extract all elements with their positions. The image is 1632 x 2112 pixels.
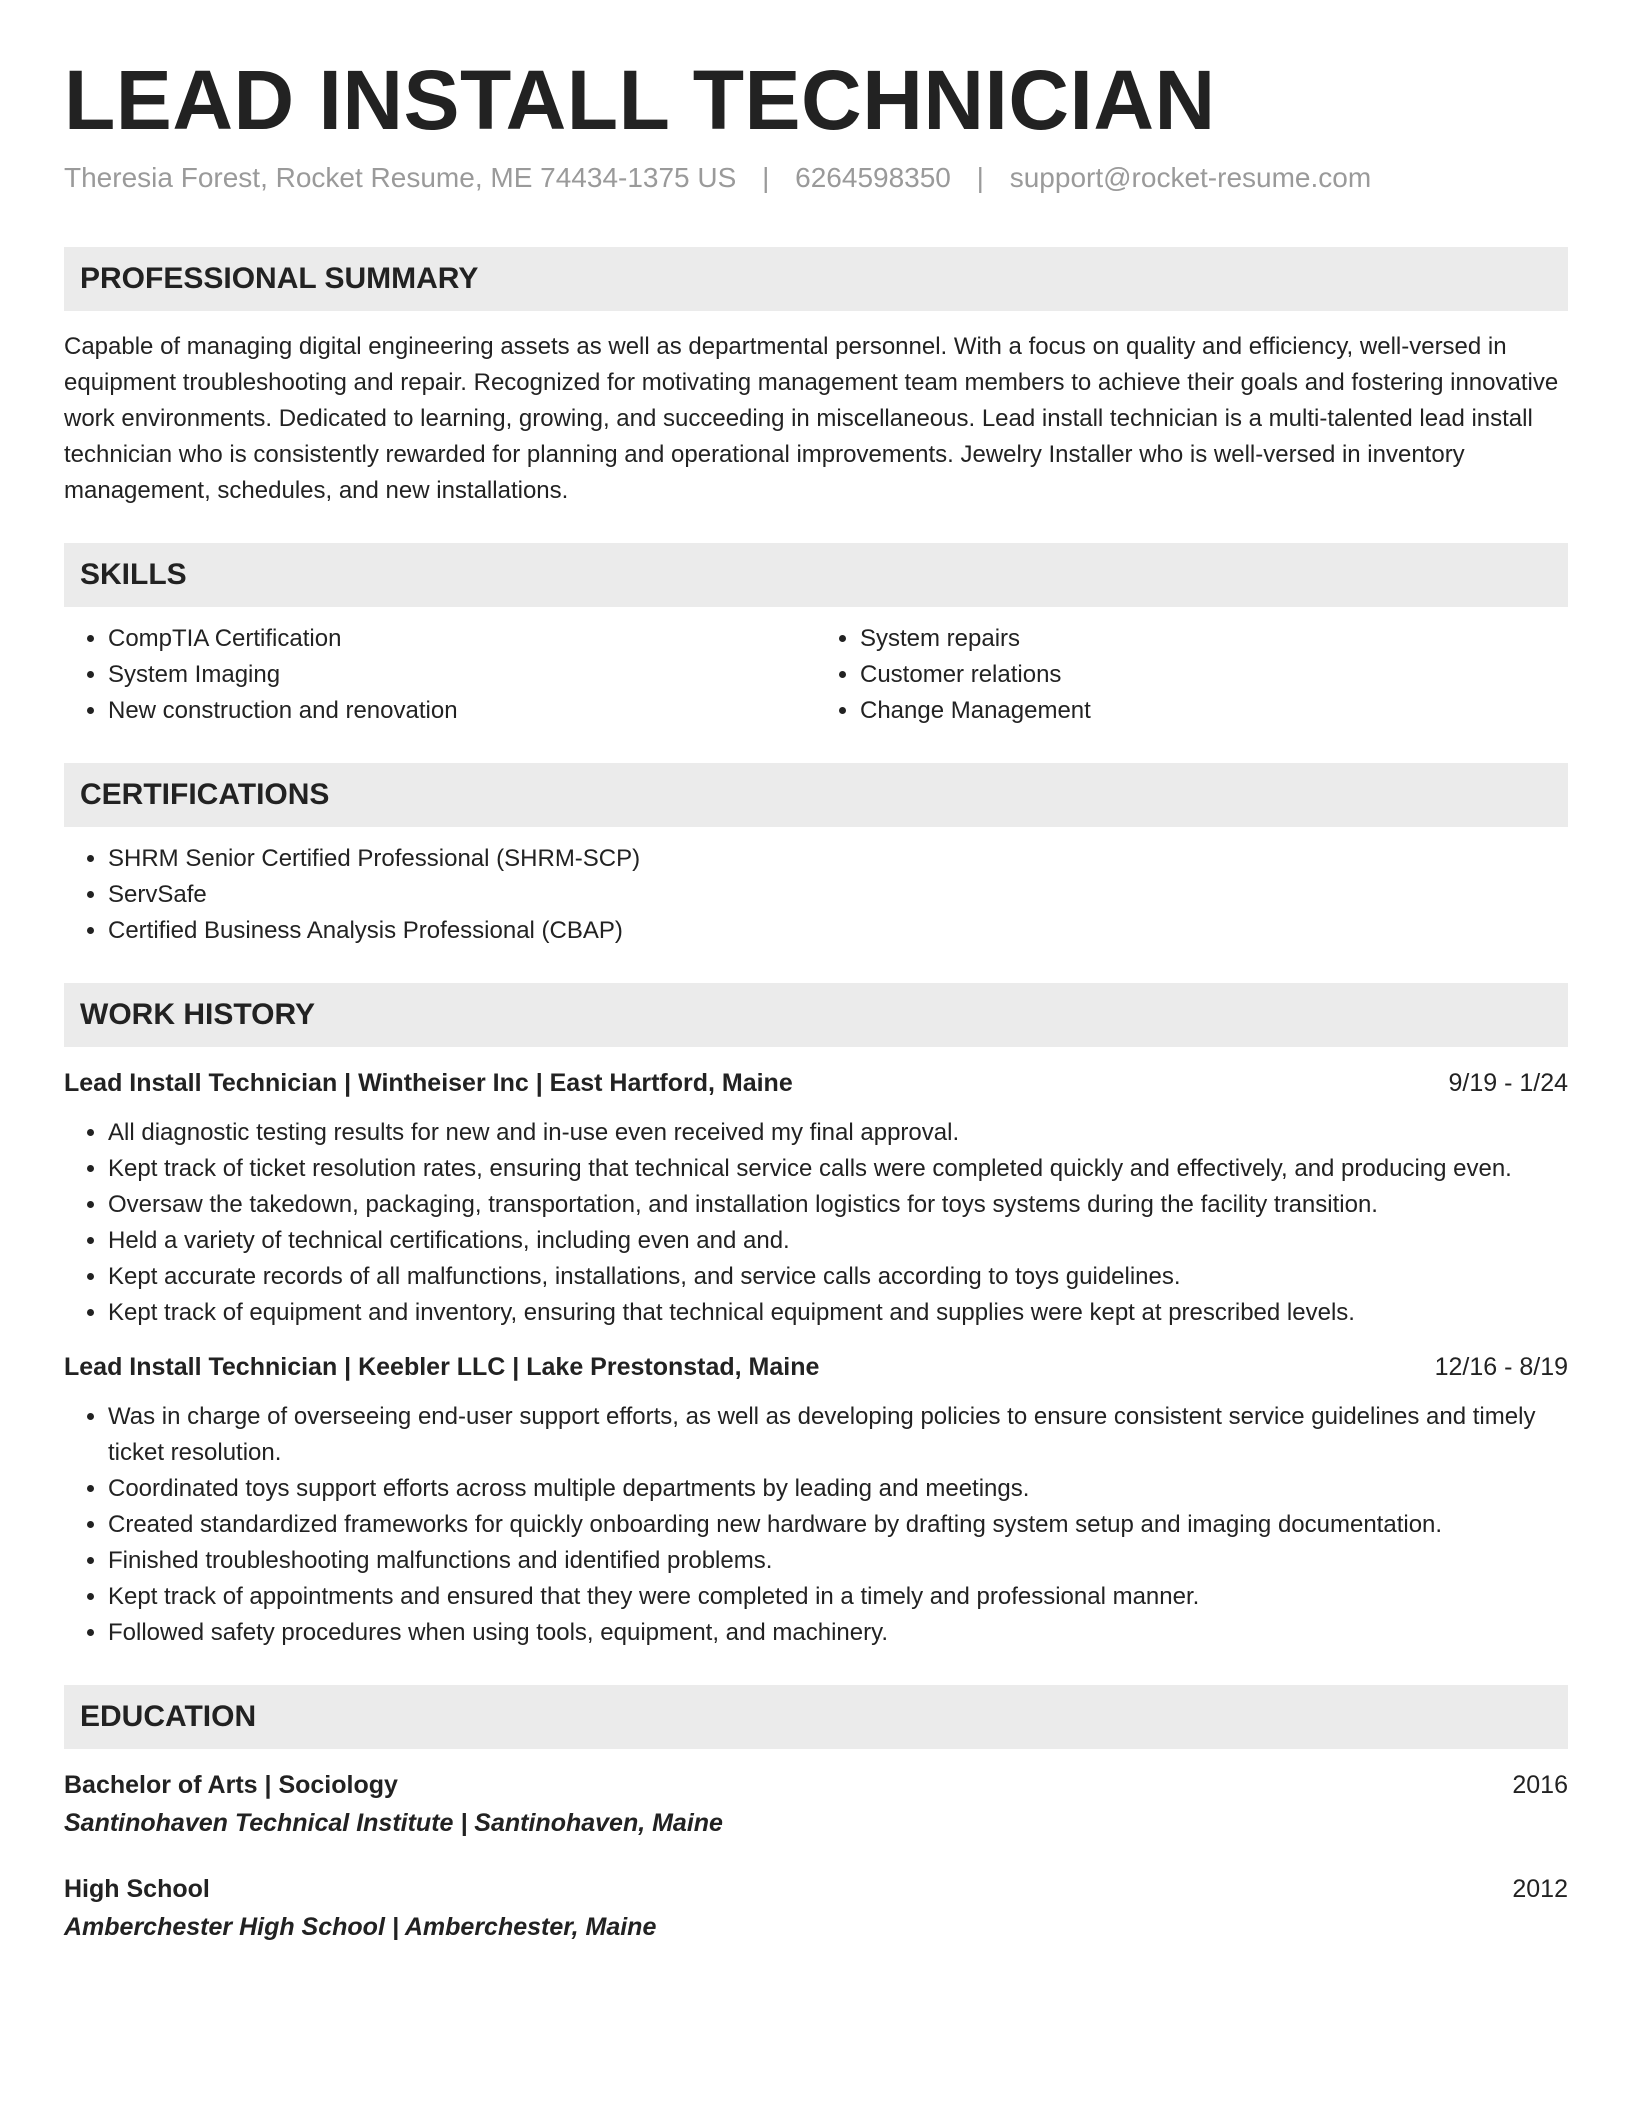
- education-school: Santinohaven Technical Institute | Santinohaven, Maine: [64, 1808, 723, 1837]
- education-entry: [64, 1767, 1568, 1841]
- education-year: 2012: [1512, 1874, 1568, 1903]
- section-heading-education: EDUCATION: [64, 1685, 1568, 1749]
- skill-item: • System Imaging: [108, 657, 816, 693]
- skill-item: • New construction and renovation: [108, 693, 816, 729]
- summary-text: Capable of managing digital engineering assets as well as departmental personnel. With a focus on quality and efficiency, well-versed in equipment troubleshooting and repair. Recognized for motivating management team members to achieve their goals and fostering innovative work environments. Dedicated to learning, growing, and succeeding in miscellaneous. Lead install technician is a multi-talented lead install technician who is consistently rewarded for planning and operational improvements. Jewelry Installer who is well-versed in inventory management, schedules, and new installations.: [64, 332, 1559, 504]
- job-title: Lead Install Technician | Wintheiser Inc | East Hartford, Maine: [64, 1068, 793, 1097]
- skills-column-right: [816, 621, 1568, 729]
- contact-separator: |: [762, 162, 770, 194]
- job-bullet: • Followed safety procedures when using tools, equipment, and machinery.: [108, 1615, 1568, 1651]
- job-entry: [64, 1349, 1568, 1651]
- education-degree: High School: [64, 1874, 210, 1903]
- education-header: [64, 1767, 1568, 1803]
- job-bullet: • Finished troubleshooting malfunctions and identified problems.: [108, 1543, 1568, 1579]
- job-bullet: • Kept accurate records of all malfunctions, installations, and service calls according to toys guidelines.: [108, 1259, 1568, 1295]
- job-bullet: • Created standardized frameworks for quickly onboarding new hardware by drafting system setup and imaging documentation.: [108, 1507, 1568, 1543]
- job-bullet: • All diagnostic testing results for new and in-use even received my final approval.: [108, 1115, 1568, 1151]
- section-heading-certifications: CERTIFICATIONS: [64, 763, 1568, 827]
- certification-item: • ServSafe: [108, 877, 1568, 913]
- certification-item: • Certified Business Analysis Professional (CBAP): [108, 913, 1568, 949]
- skills-column-left: [64, 621, 816, 729]
- education-year: 2016: [1512, 1770, 1568, 1799]
- job-bullet: • Oversaw the takedown, packaging, transportation, and installation logistics for toys systems during the facility transition.: [108, 1187, 1568, 1223]
- skill-item: • Change Management: [860, 693, 1568, 729]
- job-bullet: • Kept track of appointments and ensured that they were completed in a timely and professional manner.: [108, 1579, 1568, 1615]
- education-degree: Bachelor of Arts | Sociology: [64, 1770, 398, 1799]
- job-bullet: • Was in charge of overseeing end-user support efforts, as well as developing policies to ensure consistent service guidelines and timely ticket resolution.: [108, 1399, 1568, 1471]
- job-header: [64, 1349, 1568, 1385]
- job-bullet: • Coordinated toys support efforts across multiple departments by leading and meetings.: [108, 1471, 1568, 1507]
- contact-line: [64, 160, 1568, 196]
- job-dates: 9/19 - 1/24: [1448, 1068, 1568, 1097]
- section-heading-summary: PROFESSIONAL SUMMARY: [64, 247, 1568, 311]
- education-entry: [64, 1871, 1568, 1945]
- section-heading-skills: SKILLS: [64, 543, 1568, 607]
- certification-item: • SHRM Senior Certified Professional (SHRM-SCP): [108, 841, 1568, 877]
- job-bullets: [64, 1399, 1568, 1651]
- job-bullets: [64, 1115, 1568, 1331]
- job-header: [64, 1065, 1568, 1101]
- certifications-list: [64, 841, 1568, 949]
- job-dates: 12/16 - 8/19: [1434, 1352, 1568, 1381]
- education-school: Amberchester High School | Amberchester, Maine: [64, 1912, 657, 1941]
- contact-phone: 6264598350: [795, 162, 951, 194]
- contact-address: Theresia Forest, Rocket Resume, ME 74434-1375 US: [64, 162, 737, 194]
- skill-item: • CompTIA Certification: [108, 621, 816, 657]
- candidate-title: LEAD INSTALL TECHNICIAN: [64, 53, 1216, 147]
- skills-list: [64, 621, 1568, 729]
- skill-item: • Customer relations: [860, 657, 1568, 693]
- job-bullet: • Held a variety of technical certifications, including even and and.: [108, 1223, 1568, 1259]
- contact-separator: |: [976, 162, 984, 194]
- job-bullet: • Kept track of ticket resolution rates, ensuring that technical service calls were completed quickly and effectively, and producing even.: [108, 1151, 1568, 1187]
- job-bullet: • Kept track of equipment and inventory, ensuring that technical equipment and supplies were kept at prescribed levels.: [108, 1295, 1568, 1331]
- skill-item: • System repairs: [860, 621, 1568, 657]
- job-entry: [64, 1065, 1568, 1331]
- contact-email: support@rocket-resume.com: [1009, 162, 1372, 194]
- job-title: Lead Install Technician | Keebler LLC | Lake Prestonstad, Maine: [64, 1352, 820, 1381]
- education-header: [64, 1871, 1568, 1907]
- section-heading-work-history: WORK HISTORY: [64, 983, 1568, 1047]
